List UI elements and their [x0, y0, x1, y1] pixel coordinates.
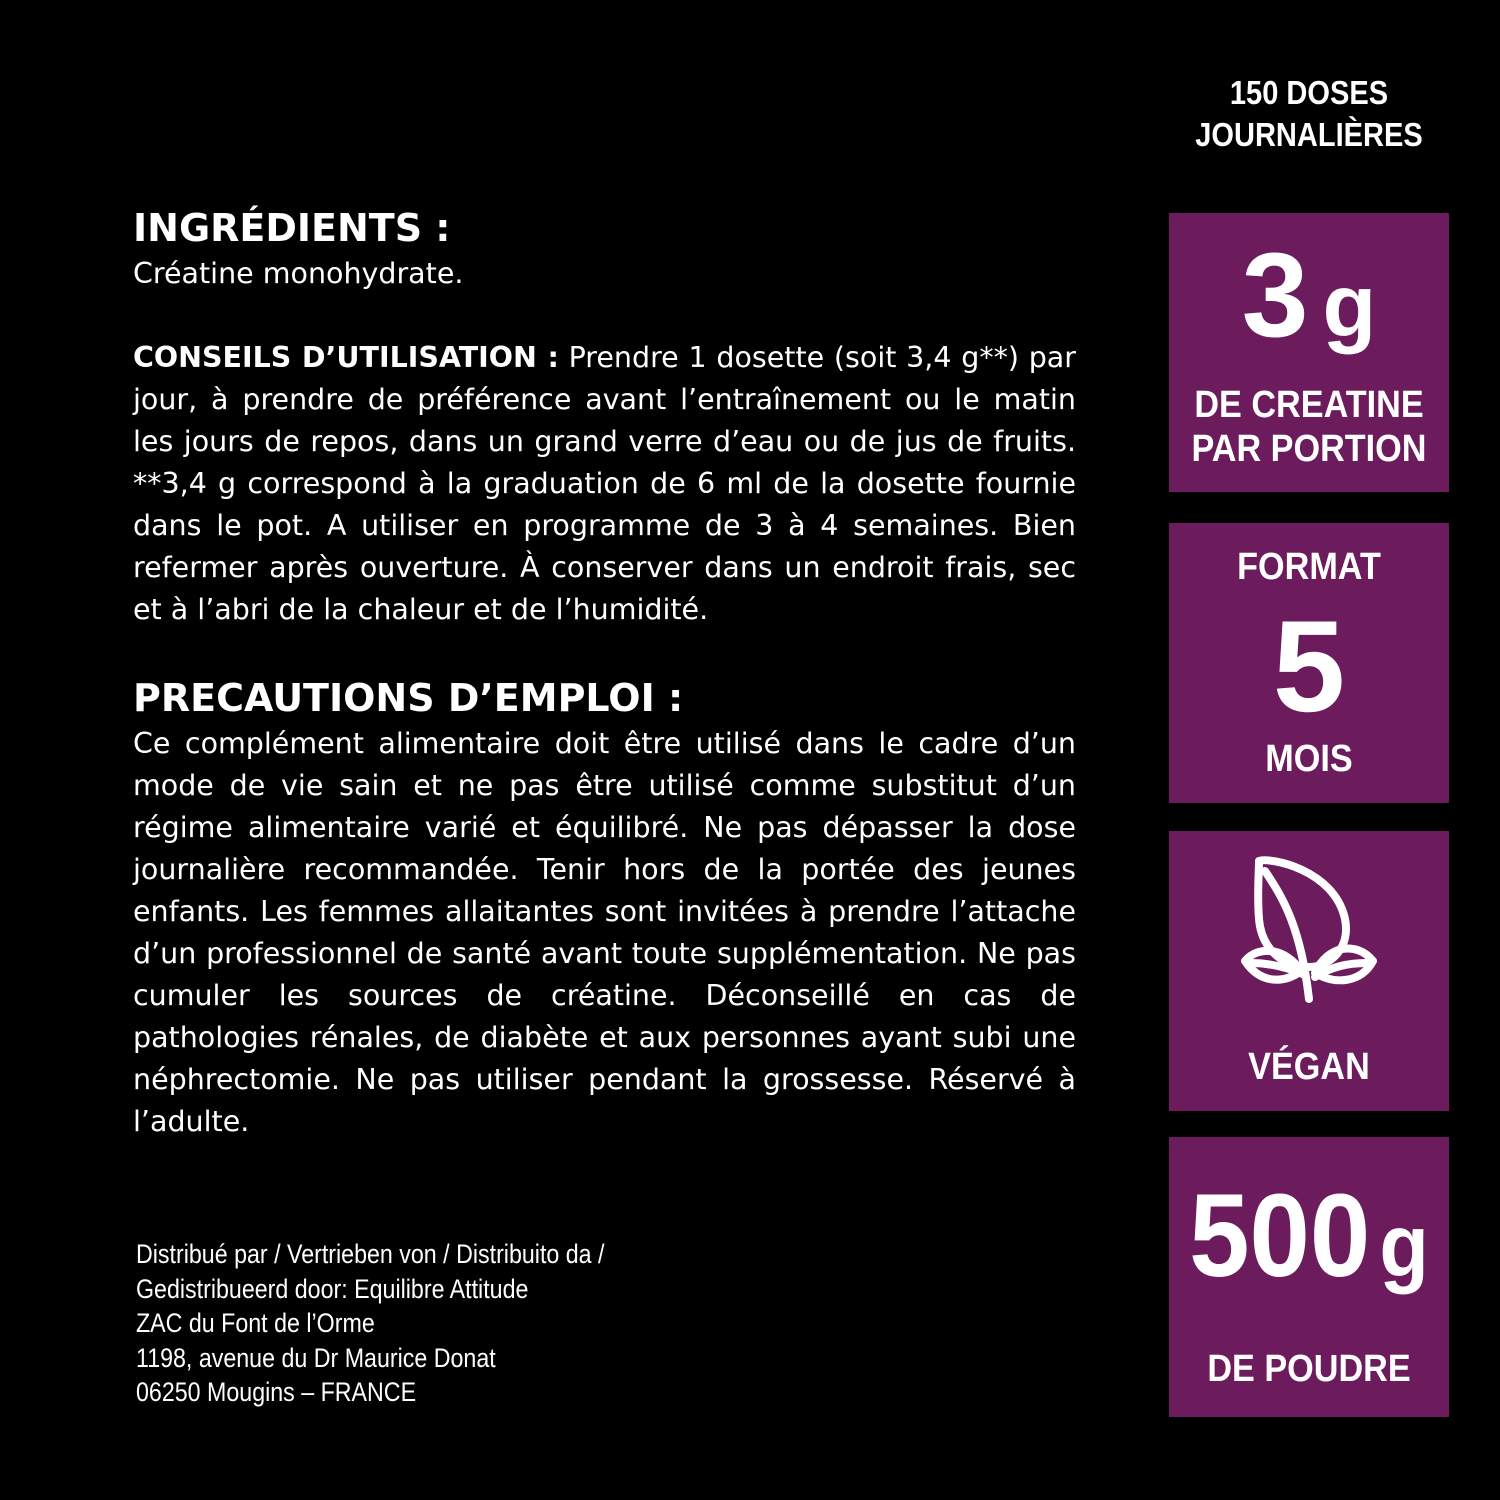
creatine-per-serving-card	[1169, 213, 1449, 492]
powder-unit: g	[1379, 1196, 1429, 1295]
precautions-title: PRECAUTIONS D’EMPLOI :	[133, 676, 684, 720]
distributor-line: Distribué par / Vertrieben von / Distribuito da /	[136, 1239, 605, 1269]
powder-value: 500	[1189, 1170, 1371, 1302]
label-text-column	[133, 203, 1076, 1143]
conseils-text: Prendre 1 dosette (soit 3,4 g**) par jour, à prendre de préférence avant l’entraînement ou le matin les jours de repos, dans un grand verre d’eau ou de jus de fruits. **3,4 g correspond à la graduation de 6 ml de la dosette fournie dans le pot. A utiliser en programme de 3 à 4 semaines. Bien refermer après ouverture. À conserver dans un endroit frais, sec et à l’abri de la chaleur et de l’humidité.	[133, 341, 1076, 626]
distributor-line: ZAC du Font de l’Orme	[136, 1308, 375, 1338]
precautions-text: Ce complément alimentaire doit être utilisé dans le cadre d’un mode de vie sain et ne pas être utilisé comme substitut d’un régime alimentaire varié et équilibré. Ne pas dépasser la dose journalière recommandée. Tenir hors de la portée des jeunes enfants. Les femmes allaitantes sont invitées à prendre l’attache d’un professionnel de santé avant toute supplémentation. Ne pas cumuler les sources de créatine. Déconseillé en cas de pathologies rénales, de diabète et aux personnes ayant subi une néphrectomie. Ne pas utiliser pendant la grossesse. Réservé à l’adulte.	[133, 727, 1076, 1138]
daily-doses-heading	[1187, 72, 1432, 156]
ingredients-text: Créatine monohydrate.	[133, 257, 464, 290]
creatine-unit: g	[1322, 256, 1377, 355]
distributor-line: 1198, avenue du Dr Maurice Donat	[136, 1342, 496, 1373]
distributor-line: 06250 Mougins – FRANCE	[136, 1377, 417, 1407]
creatine-value: 3	[1241, 228, 1309, 362]
creatine-amount	[1169, 228, 1449, 362]
powder-label: DE POUDRE	[1207, 1348, 1411, 1390]
conseils-paragraph	[133, 337, 1076, 631]
format-value: 5	[1272, 593, 1346, 739]
distributor-address	[136, 1237, 605, 1410]
format-unit: MOIS	[1265, 738, 1353, 780]
powder-amount	[1180, 1170, 1438, 1302]
creatine-caption-line-2: PAR PORTION	[1191, 428, 1427, 470]
vegan-label: VÉGAN	[1248, 1046, 1370, 1088]
format-card	[1169, 523, 1449, 803]
distributor-line: Gedistribueerd door: Equilibre Attitude	[136, 1273, 529, 1304]
doses-line-1: 150 DOSES	[1229, 74, 1389, 111]
doses-line-2: JOURNALIÈRES	[1195, 116, 1423, 153]
creatine-caption	[1183, 383, 1435, 471]
leaf-icon	[1239, 849, 1379, 1009]
vegan-card	[1169, 831, 1449, 1111]
conseils-title: CONSEILS D’UTILISATION :	[133, 341, 559, 374]
creatine-caption-line-1: DE CREATINE	[1194, 384, 1424, 426]
format-label: FORMAT	[1237, 546, 1381, 588]
powder-weight-card	[1169, 1137, 1449, 1417]
ingredients-title: INGRÉDIENTS :	[133, 206, 451, 250]
